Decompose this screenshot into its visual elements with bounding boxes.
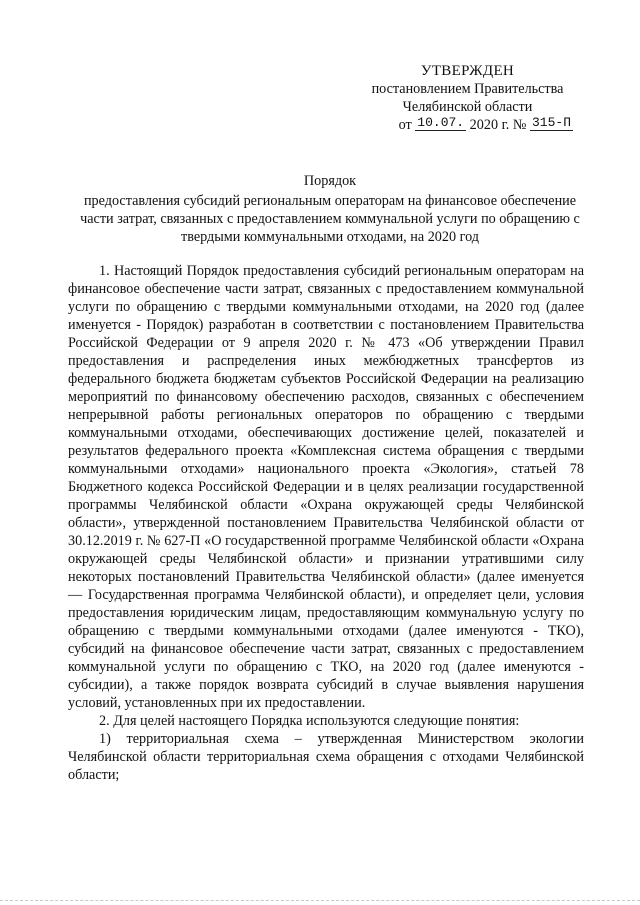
paragraph-2: 2. Для целей настоящего Порядка используются следующие понятия: — [99, 713, 520, 729]
approval-stamp — [360, 62, 575, 134]
approval-line-2: Челябинской области — [402, 99, 533, 115]
document-subtitle: предоставления субсидий региональным операторам на финансовое обеспечение части затрат, связанных с предоставлением коммунальной услуги по обращению с твердыми коммунальными отходами, на 2020 год — [80, 193, 580, 245]
document-body — [68, 262, 584, 784]
handwritten-number: 315-П — [531, 115, 571, 130]
approval-date-line — [360, 116, 575, 134]
year-text: 2020 г. № — [469, 117, 527, 133]
paragraph-3: 1) территориальная схема – утвержденная Министерством экологии Челябинской области территориальная схема обращения с отходами Челябинской области; — [68, 731, 584, 783]
document-title: Порядок — [303, 173, 357, 189]
handwritten-date: 10.07. — [417, 115, 465, 130]
approval-title: УТВЕРЖДЕН — [420, 63, 515, 79]
paragraph-1: 1. Настоящий Порядок предоставления субсидий региональным операторам на финансовое обеспечение части затрат, связанных с предоставлением коммунальной услуги по обращению с твердыми коммунальными отходами, на 2020 год (далее именуется - Порядок) разработан в соответствии с постановлением Правительства Российской Федерации от 9 апреля 2020 г. № 473 «Об утверждении Правил предоставления и распределения иных межбюджетных трансфертов из федерального бюджета бюджетам субъектов Российской Федерации на реализацию мероприятий по финансовому обеспечению расходов, связанных с обеспечением непрерывной работы региональных операторов по обращению с твердыми коммунальными отходами, обеспечивающих достижение целей, показателей и результатов федерального проекта «Комплексная система обращения с твердыми коммунальными отходами» национального проекта «Экология», статьей 78 Бюджетного кодекса Российской Федерации и в целях реализации государственной программы Челябинской области «Охрана окружающей среды Челябинской области», утвержденной постановлением Правительства Челябинской области от 30.12.2019 г. № 627-П «О государственной программе Челябинской области «Охрана окружающей среды Челябинской области» и признании утратившими силу некоторых постановлений Правительства Челябинской области» (далее именуется — Государственная программа Челябинской области), и определяет цели, условия предоставления юридическим лицам, предоставляющим коммунальную услугу по обращению с твердыми коммунальными отходами (далее именуются - ТКО), субсидий на финансовое обеспечение части затрат, связанных с предоставлением коммунальной услуги по обращению с ТКО, на 2020 год (далее именуются - субсидии), а также порядок возврата субсидий в случае выявления нарушения условий, установленных при их предоставлении. — [68, 263, 584, 711]
page-edge-divider — [0, 900, 640, 902]
document-header — [68, 172, 592, 246]
date-prefix: от — [398, 117, 412, 133]
approval-line-1: постановлением Правительства — [371, 81, 564, 97]
